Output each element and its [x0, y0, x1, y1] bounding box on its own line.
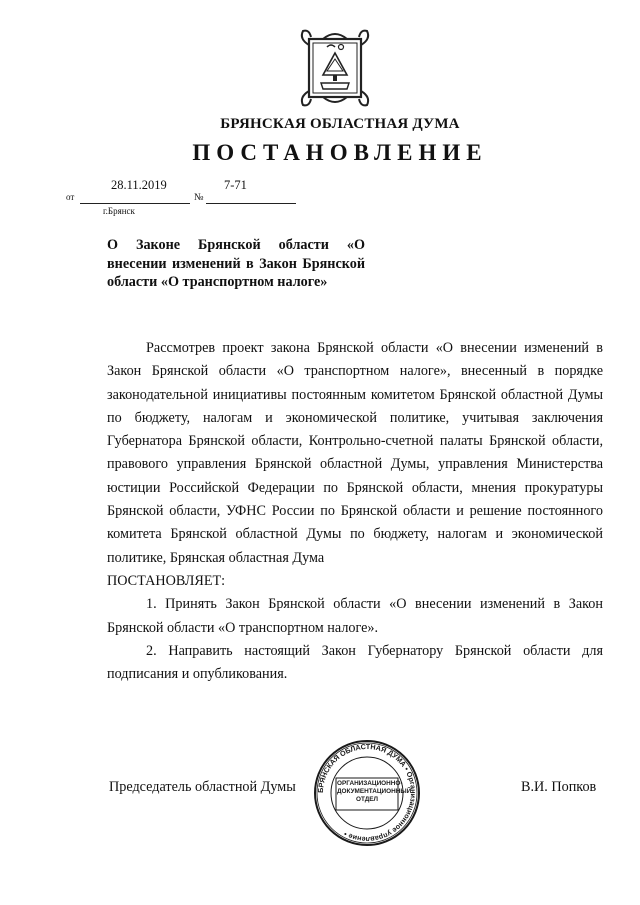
resolution-item-2: 2. Направить настоящий Закон Губернатору Брянской области для подписания и опубликования.: [107, 642, 603, 683]
signatory-title: Председатель областной Думы: [109, 779, 296, 795]
organization-name: БРЯНСКАЯ ОБЛАСТНАЯ ДУМА: [220, 116, 460, 132]
from-label: от: [66, 192, 75, 202]
official-seal: [312, 738, 422, 848]
date-number-row: [66, 178, 316, 208]
number-label: №: [194, 192, 204, 203]
document-date: 28.11.2019: [111, 178, 167, 192]
date-underline: [80, 203, 190, 204]
seal-outer-text: БРЯНСКАЯ ОБЛАСТНАЯ ДУМА • Организационное управление •: [315, 741, 419, 845]
document-type-title: ПОСТАНОВЛЕНИЕ: [192, 140, 488, 165]
document-body: [107, 337, 603, 686]
document-number: 7-71: [224, 178, 247, 192]
city-label: г.Брянск: [103, 206, 135, 216]
signatory-name: В.И. Попков: [521, 779, 597, 795]
number-underline: [206, 203, 296, 204]
resolves-heading: ПОСТАНОВЛЯЕТ:: [107, 572, 226, 589]
resolution-item-1: 1. Принять Закон Брянской области «О внесении изменений в Закон Брянской области «О транспортном налоге».: [107, 596, 603, 636]
seal-inner-text: ОРГАНИЗАЦИОННО-ДОКУМЕНТАЦИОННЫЙ ОТДЕЛ: [337, 780, 412, 803]
coat-of-arms-emblem: [293, 25, 377, 111]
preamble-paragraph: Рассмотрев проект закона Брянской области «О внесении изменений в Закон Брянской области «О транспортном налоге», внесенный в порядке законодательной инициативы постоянным комитетом Брянской областной Думы по бюджету, налогам и экономической политике, учитывая заключения Губернатора Брянской области, Контрольно-счетной палаты Брянской области, правового управления Брянской областной Думы, управления Министерства юстиции Российской Федерации по Брянской области, мнения прокуратуры Брянской области, УФНС России по Брянской области и решение постоянного комитета Брянской областной Думы по бюджету, налогам и экономической политике, Брянская областная Дума: [107, 340, 603, 566]
document-subject: О Законе Брянской области «О внесении изменений в Закон Брянской области «О транспортном налоге»: [107, 237, 365, 290]
